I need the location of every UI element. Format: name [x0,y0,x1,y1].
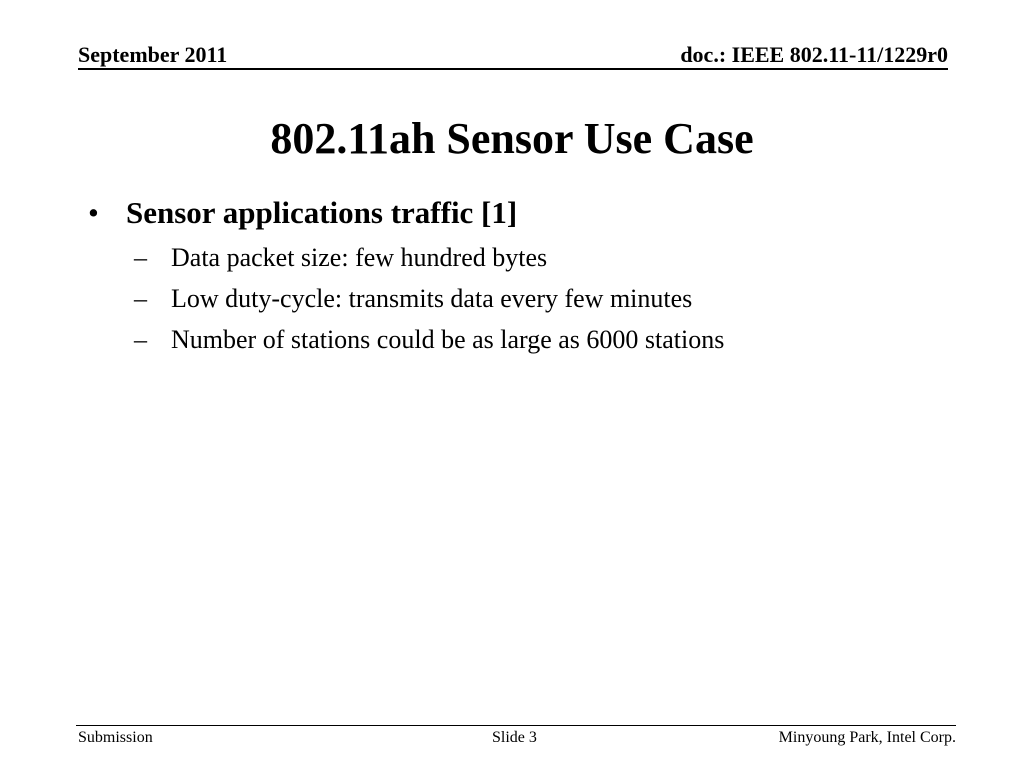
footer-submission: Submission [78,729,153,746]
slide-header [78,40,948,70]
footer-author: Minyoung Park, Intel Corp. [778,729,956,746]
bullet-text: Sensor applications traffic [1] [126,195,518,230]
dash-marker: – [134,243,147,272]
sub-bullet-list [84,237,964,360]
bullet-list [84,193,964,360]
sub-bullet-text: Low duty-cycle: transmits data every few minutes [171,284,693,313]
footer-slide-number: Slide 3 [492,729,537,746]
dash-marker: – [134,284,147,313]
sub-bullet-text: Data packet size: few hundred bytes [171,243,548,272]
sub-bullet-text: Number of stations could be as large as 6000 stations [171,325,725,354]
bullet-item [84,193,964,233]
bullet-marker: • [88,195,99,230]
sub-bullet-item [84,278,964,319]
header-date: September 2011 [78,42,228,67]
header-doc-id: doc.: IEEE 802.11-11/1229r0 [680,42,948,67]
dash-marker: – [134,325,147,354]
sub-bullet-item [84,237,964,278]
slide-footer [76,725,956,746]
sub-bullet-item [84,319,964,360]
slide-title: 802.11ah Sensor Use Case [270,114,754,163]
